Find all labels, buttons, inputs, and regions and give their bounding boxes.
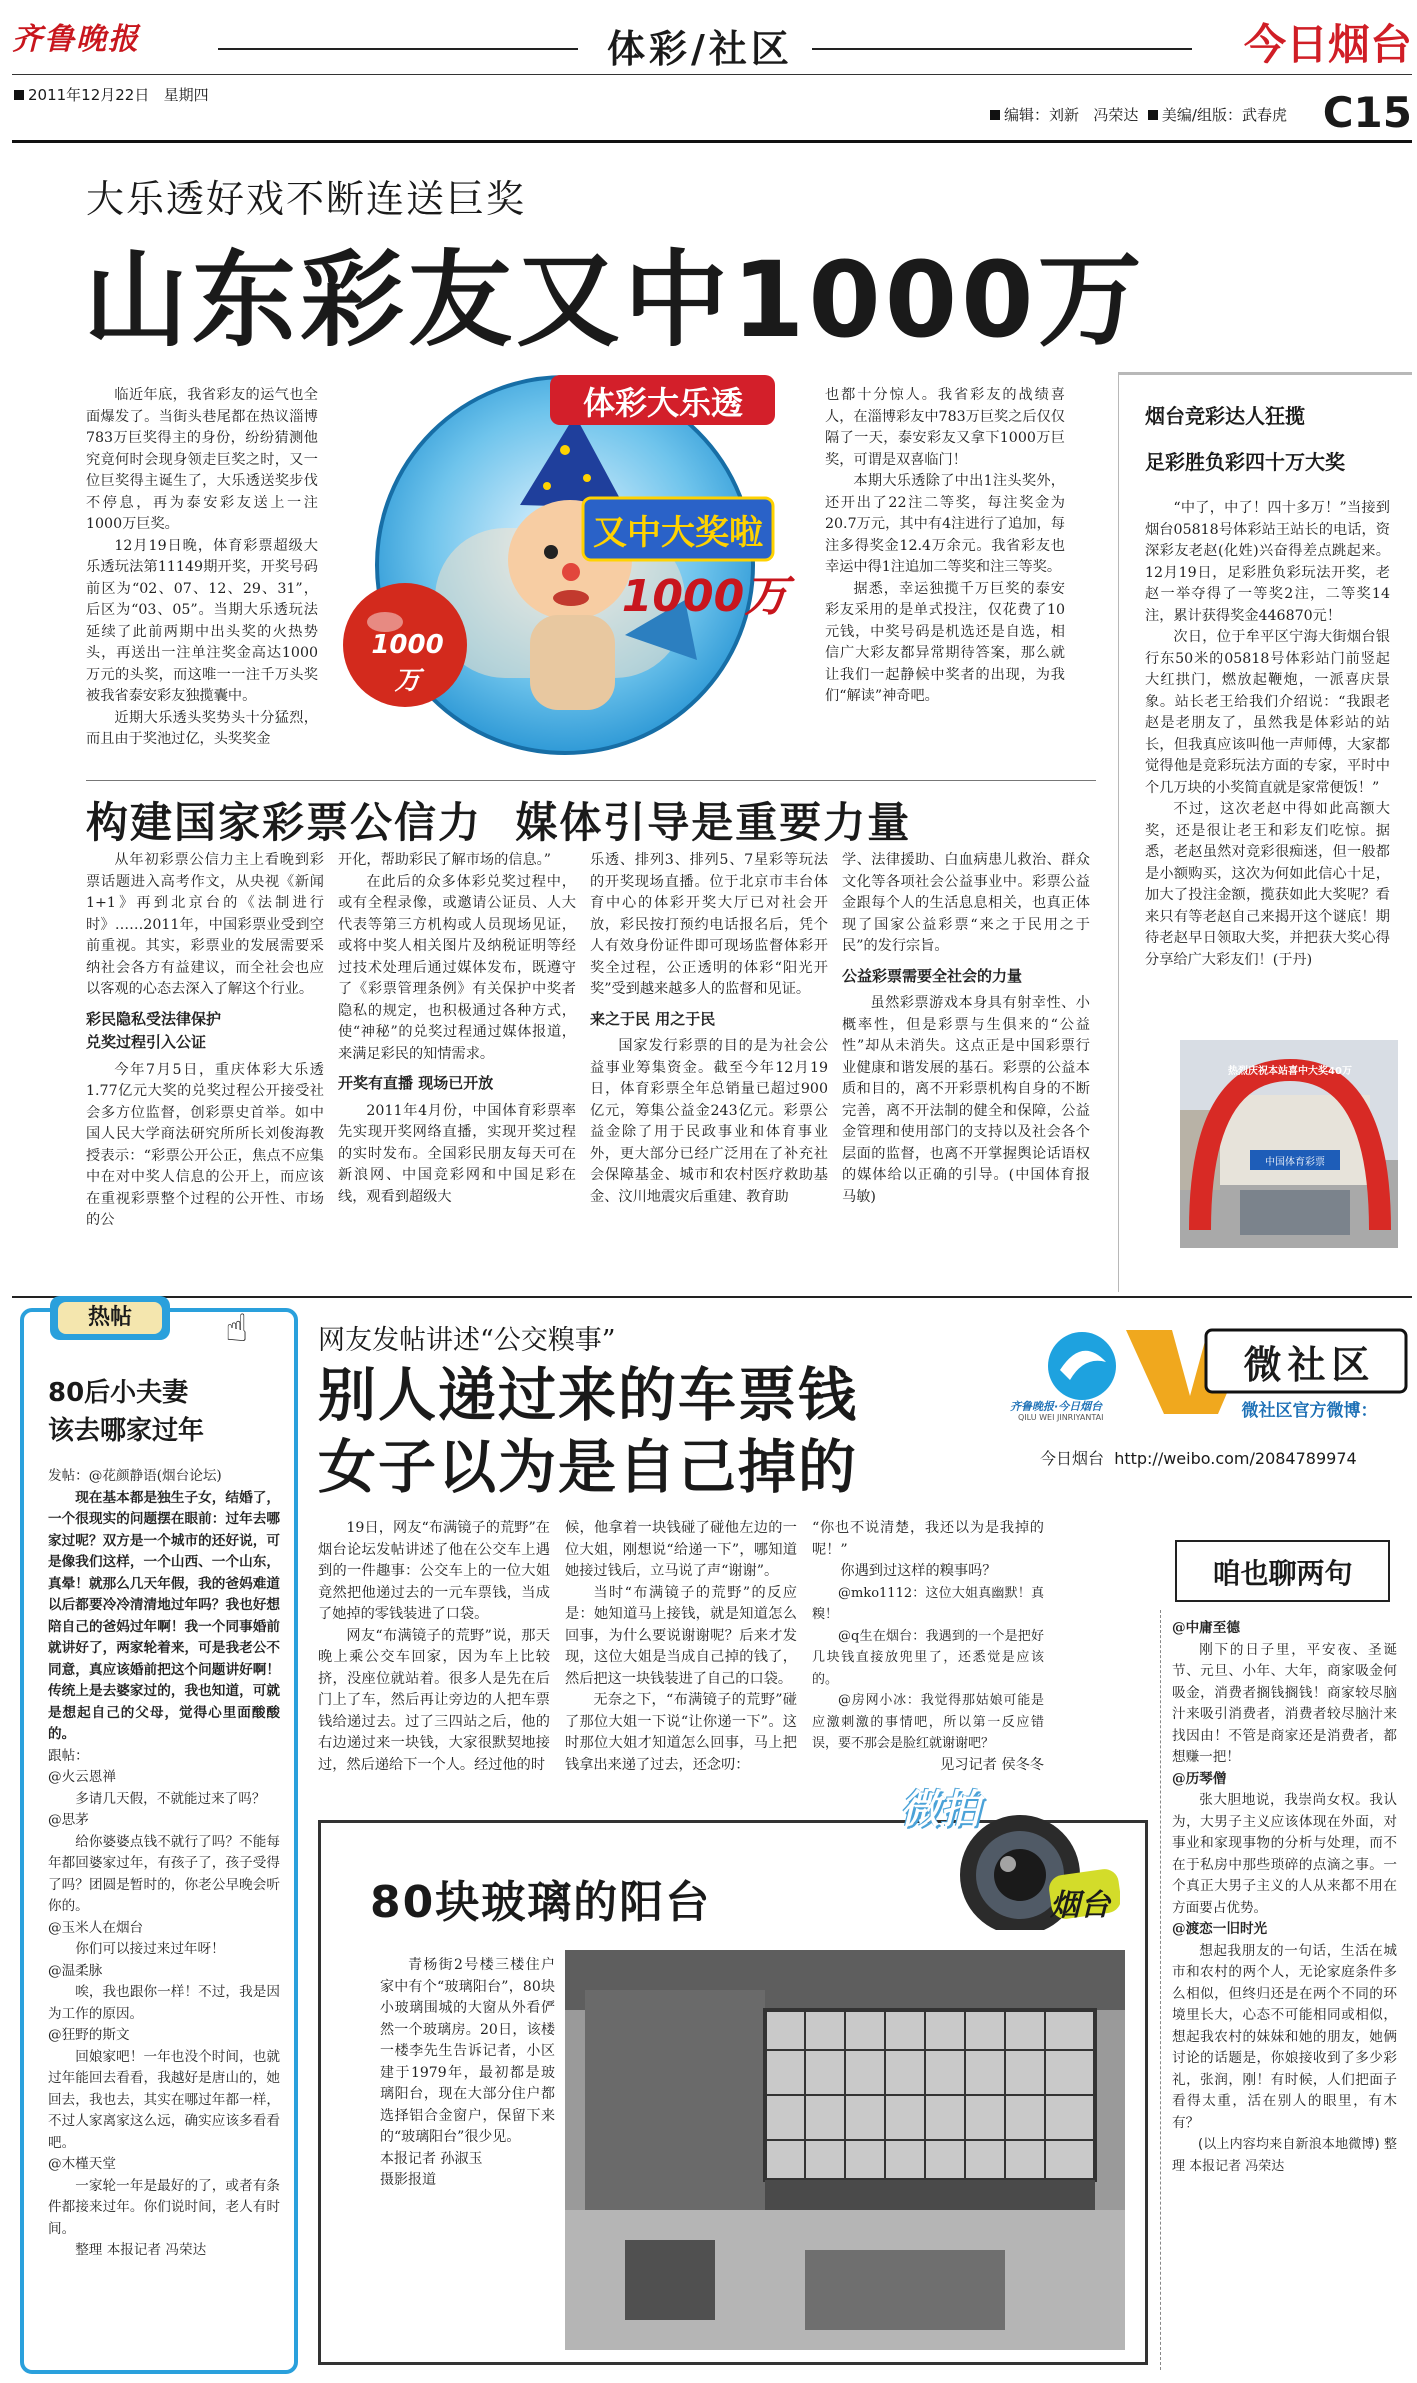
article2-paragraph: 今年7月5日，重庆体彩大乐透1.77亿元大奖的兑奖过程公开接受社会多方位监督，创彩票史首举。如中国人民大学商法研究所所长刘俊海教授表示：“彩票公开公正，焦点不应集中在对中奖人信息的公开上，而应该在重视彩票整个过程的公开性、市场的公 [86,1061,324,1228]
date-marker-icon [14,90,24,100]
balcony-photo-art [565,1950,1125,2350]
bus-byline: 见习记者 侯冬冬 [940,1756,1044,1773]
article2-headline: 构建国家彩票公信力 媒体引导是重要力量 [86,798,912,847]
weibo-title: 微社区 [1243,1342,1376,1387]
badge-amount-label: 1000万 [621,571,789,622]
hot-post-tag-label: 热帖 [58,1302,162,1334]
hot-post-line: @狂野的斯文 [48,2027,130,2043]
article2-paragraph: 国家发行彩票的目的是为社会公益事业筹集资金。截至今年12月19日，体育彩票全年总销量已超过900亿元，筹集公益金243亿元。彩票公益金除了用于民政事业和体育事业外，更大部分已经广泛用在了补充社会保障基金、城市和农村医疗救助基金、汶川地震灾后重建、教育助 [590,1038,828,1205]
weibo-org-name: 齐鲁晚报·今日烟台 [1010,1400,1103,1413]
bus-comment: @q生在烟台：我遇到的一个是把好几块钱直接放兜里了，还悉觉是应该的。 [812,1628,1044,1687]
editor-credits [990,104,1287,125]
sidebar-body [1145,498,1390,971]
bus-paragraph: “你也不说清楚，我还以为是我掉的呢！” [812,1520,1044,1558]
bus-headline-2: 女子以为是自己掉的 [318,1433,859,1501]
lead-kicker: 大乐透好戏不断连送巨奖 [86,177,527,221]
header-rule-right [812,48,1192,50]
photo-title: 80块玻璃的阳台 [370,1877,712,1928]
masthead-bottom-rule [12,140,1412,143]
editor-marker-icon [990,110,1000,120]
article2-column-2 [338,850,576,1208]
lead-paragraph: 也都十分惊人。我省彩友的战绩喜人，在淄博彩友中783万巨奖之后仅仅隔了一天，泰安彩友又拿下1000万巨奖，可谓是双喜临门！ [825,387,1065,468]
photo-caption-text: 青杨街2号楼三楼住户家中有个“玻璃阳台”，80块小玻璃围城的大窗从外看俨然一个玻璃房。20日，该楼一楼李先生告诉记者，小区建于1979年，最初都是玻璃阳台，现在大部分住户都选择铝合金窗户，保留下来的“玻璃阳台”很少见。 [380,1957,555,2145]
bus-kicker: 网友发帖讲述“公交糗事” [318,1325,616,1356]
weibo-org-en: QILU WEI JINRIYANTAI [1018,1413,1104,1422]
weibo-subtitle: 微社区官方微博： [1241,1401,1378,1421]
issue-weekday: 星期四 [163,86,209,104]
photo-byline-1: 本报记者 孙淑玉 [380,2150,483,2167]
weibo-link-line [1040,1446,1357,1469]
chat-credit: (以上内容均来自新浪本地微博) 整理 本报记者 冯荣达 [1172,2137,1397,2174]
ball-amount-label: 1000万 [371,630,444,696]
edition-title: 今日烟台 [1243,20,1412,69]
balcony-photo [565,1950,1125,2350]
sidebar-paragraph: “中了，中了！四十多万！”当接到烟台05818号体彩站王站长的电话，资深彩友老赵(化姓)兴奋得差点跳起来。12月19日，足彩胜负彩玩法开奖，老赵一举夺得了一等奖2注，二等奖14注，累计获得奖金446870元！ [1145,500,1390,624]
camera-badge-label-2: 烟台 [1050,1888,1110,1923]
hot-post-line: 唉，我也跟你一样！不过，我是因为工作的原因。 [48,1984,280,2022]
photo-arch-banner: 热烈庆祝本站喜中大奖40万 [1228,1066,1352,1077]
lead-paragraph: 临近年底，我省彩友的运气也全面爆发了。当街头巷尾都在热议淄博783万巨奖得主的身份，纷纷猜测他究竟何时会现身领走巨奖之时，又一位巨奖得主诞生了，大乐透送奖步伐不停息，再为泰安彩友送上一注1000万巨奖。 [86,387,318,532]
article2-subhead: 彩民隐私受法律保护 [86,1009,222,1028]
article2-paragraph: 学、法律援助、白血病患儿救治、群众文化等各项社会公益事业中。彩票公益金跟每个人的生活息息相关，也真正体现了国家公益彩票“来之于民用之于民”的发行宗旨。 [842,852,1090,954]
paper-logo: 齐鲁晚报 [12,22,140,57]
bus-paragraph: 当时“布满镜子的荒野”的反应是：她知道马上接钱，就是知道怎么回事，为什么要说谢谢呢？后来才发现，这位大姐是当成自己掉的钱了，然后把这一块钱装进了自己的口袋。 [565,1584,797,1687]
sidebar-photo [1180,1040,1398,1248]
chat-title: 咱也聊两句 [1212,1557,1353,1590]
sidebar-title-1: 烟台竞彩达人狂揽 [1145,404,1305,428]
hot-post-line: 整理 本报记者 冯荣达 [75,2242,207,2258]
article2-paragraph: 乐透、排列3、排列5、7星彩等玩法的开奖现场直播。位于北京市丰台体育中心的体彩开奖大厅已对社会开放，彩民按打预约电话报名后，凭个人有效身份证件即可现场监督体彩开奖全过程，公正透明的体彩“阳光开奖”受到越来越多人的监督和见证。 [590,852,828,997]
photo-caption [380,1955,555,2192]
bus-paragraph: 候，他拿着一块钱碰了碰他左边的一位大姐，刚想说“给递一下”，哪知道她接过钱后，立马说了声“谢谢”。 [565,1520,797,1579]
badge-top-label: 体彩大乐透 [582,384,743,422]
hot-post-title-2: 该去哪家过年 [48,1416,205,1446]
bus-paragraph: 19日，网友“布满镜子的荒野”在烟台论坛发帖讲述了他在公交车上遇到的一件趣事：公交车上的一位大姐竟然把他递过去的一元车票钱，当成了她掉的零钱装进了口袋。 [318,1520,550,1622]
hot-post-line: 回娘家吧！一年也没个时间，也就过年能回去看看，我越好是唐山的，她回去，我也去，其实在哪过年都一样，不过人家离家这么远，确实应该多看看吧。 [48,2048,280,2151]
chat-user: @渡恋一旧时光 [1172,1921,1268,1937]
hot-post-title-1: 80后小夫妻 [48,1378,189,1408]
bus-paragraph: 你遇到过这样的糗事吗？ [840,1563,997,1579]
photo-byline-2: 摄影报道 [380,2172,436,2188]
hot-post-line: 你们可以接过来过年呀！ [75,1941,225,1957]
sidebar-paragraph: 不过，这次老赵中得如此高额大奖，还是很让老王和彩友们吃惊。据悉，老赵虽然对竞彩很痴迷，但一般都是小额购买，这次为何如此信心十足，加大了投注金额，揽获如此大奖呢？看来只有等老赵自己来揭开这个谜底！期待老赵早日领取大奖，并把获大奖心得分享给广大彩友们！(于丹) [1145,801,1390,968]
header-rule-left [218,48,578,50]
article2-subhead: 兑奖过程引入公证 [86,1033,207,1051]
designer-marker-icon [1148,110,1158,120]
hand-cursor-icon: ☝ [225,1306,249,1350]
bus-paragraph: 网友“布满镜子的荒野”说，那天晚上乘公交车回家，因为车上比较挤，没座位就站着。很多人是先在后门上了车，然后再让旁边的人把车票钱给递过去。过了三四站之后，他的右边递过来一块钱，大家很默契地接过，然后递给下一个人。经过他的时 [318,1627,550,1773]
hot-post-line: @温柔脉 [48,1962,103,1979]
sidebar-title-2: 足彩胜负彩四十万大奖 [1145,450,1345,474]
bus-column-1 [318,1518,550,1776]
chat-user: @历琴僧 [1172,1770,1227,1787]
hot-post-line: 一家轮一年是最好的了，或者有条件都接来过年。你们说时间，老人有时间。 [48,2177,280,2237]
bus-comment: @房网小冰：我觉得那姑娘可能是应激刺激的事情吧，所以第一反应错误，要不那会是脸红就谢谢吧？ [812,1693,1044,1751]
article2-paragraph: 虽然彩票游戏本身具有射幸性、小概率性，但是彩票与生俱来的“公益性”却从未消失。这点正是中国彩票行业健康和谐发展的基石。彩票的公益本质和目的，离不开彩票机构自身的不断完善，离不开法制的健全和保障，公益金管理和使用部门的支持以及社会各个层面的监督，也离不开掌握舆论话语权的媒体给以正确的引导。(中国体育报 马敏) [842,995,1090,1205]
hot-post-line: @思茅 [48,1812,89,1828]
badge-banner-label: 又中大奖啦 [593,513,763,553]
sidebar-paragraph: 次日，位于牟平区宁海大街烟台银行东50米的05818号体彩站门前竖起大红拱门，燃放起鞭炮，一派喜庆景象。站长老王给我们介绍说：“我跟老赵是老朋友了，虽然我是体彩站的站长，但我真应该叫他一声师傅，大家都觉得他是竞彩玩法方面的专家，平时中个几万块的小奖简直就是家常便饭！” [1145,629,1390,796]
hot-post-line: 多请几天假，不就能过来了吗？ [75,1790,266,1807]
upper-lower-divider [12,1296,1412,1298]
article2-column-1 [86,850,324,1232]
editor-name: 编辑：刘新 [1004,106,1080,124]
bus-headline-1: 别人递过来的车票钱 [318,1361,859,1429]
lead-column-1 [86,385,318,751]
page-number: C15 [1322,88,1412,137]
section-title: 体彩/社区 [607,27,793,71]
hot-post-line: @木槿天堂 [48,2156,116,2172]
article2-column-4 [842,850,1090,1208]
chat-user: @中庸至德 [1172,1620,1240,1636]
photo-shop-sign: 中国体育彩票 [1265,1157,1325,1168]
bus-comment: @mko1112：这位大姐真幽默！真糗！ [812,1585,1044,1622]
bus-column-2 [565,1518,797,1776]
chat-line: 刚下的日子里，平安夜、圣诞节、元旦、小年、大年，商家吸金何吸金，消费者搁钱搁钱！商家较尽脑汁来吸引消费者，消费者较尽脑汁来找因由！不管是商家还是消费者，都想赚一把！ [1172,1641,1397,1765]
masthead-thin-rule [12,74,1412,75]
hot-post-line: 发帖：@花颜静语(烟台论坛) [48,1468,222,1484]
lead-paragraph: 12月19日晚，体育彩票超级大乐透玩法第11149期开奖，开奖号码前区为“02、07、12、29、31”，后区为“03、05”。当期大乐透玩法延续了此前两期中出头奖的火热势头，再送出一注单注奖金高达1000万元的头奖，而这唯一一注千万头奖被我省泰安彩友独揽囊中。 [86,537,318,704]
article2-subhead: 来之于民 用之于民 [590,1009,716,1028]
date-line [14,84,209,105]
chat-line: 想起我朋友的一句话，生活在城市和农村的两个人，无论家庭条件多么相似，但终归还是在两个不同的环境里长大，心态不可能相同或相似，想起我农村的妹妹和她的朋友，她俩讨论的话题是，你娘接收到了多少彩礼，张润，刚！有时候，人们把面子看得太重，活在别人的眼里，有木有？ [1172,1942,1397,2131]
designer-name: 美编/组版：武春虎 [1161,106,1287,124]
bus-paragraph: 无奈之下，“布满镜子的荒野”碰了那位大姐一下说“让你递一下”。这时那位大姐才知道怎么回事，马上把钱拿出来递了过去，还念叨： [565,1692,797,1773]
lead-headline: 山东彩友又中1000万 [84,239,1146,361]
hot-post-body [48,1466,280,2262]
hot-post-line: 现在基本都是独生子女，结婚了，一个很现实的问题摆在眼前：过年去哪家过呢？双方是一个城市的还好说，可是像我们这样，一个山西、一个山东，真晕！就那么几天年假，我的爸妈难道以后都要冷冷清清地过年吗？我也好想陪自己的爸妈过年啊！我一个同事婚前就讲好了，两家轮着来，可是我老公不同意，真应该婚前把这个问题讲好啊！传统上是去婆家过的，我也知道，可就是想起自己的父母，觉得心里面酸酸的。 [48,1489,280,1742]
chat-body [1172,1618,1397,2177]
chat-line: 张大胆地说，我崇尚女权。我认为，大男子主义应该体现在外面，对事业和家现事物的分析与处理，而不在于私房中那些琐碎的点滴之事。一个真正大男子主义的人从来都不用在方面要占优势。 [1172,1792,1397,1916]
lead-paragraph: 据悉，幸运独揽千万巨奖的泰安彩友采用的是单式投注，仅花费了10元钱，中奖号码是机选还是自选，相信广大彩友都异常期待答案，那么就让我们一起静候中奖者的出现，为我们“解读”神奇吧。 [825,580,1065,704]
article2-paragraph: 从年初彩票公信力主上看晚到彩票话题进入高考作文，从央视《新闻1+1》再到北京台的《法制进行时》……2011年，中国彩票业受到空前重视。其实，彩票业的发展需要采纳社会各方有益建议，而全社会也应以客观的心态去深入了解这个行业。 [86,852,324,997]
hot-post-line: @玉米人在烟台 [48,1919,144,1936]
article2-paragraph: 在此后的众多体彩兑奖过程中，或有全程录像，或邀请公证员、人大代表等第三方机构或人员现场见证，或将中奖人相关图片及纳税证明等经过技术处理后通过媒体发布，既遵守了《彩票管理条例》有关保护中奖者隐私的规定，也积极通过各种方式，使“神秘”的兑奖过程通过媒体报道，来满足彩民的知情需求。 [338,873,576,1062]
article2-top-rule [86,780,1096,781]
hot-post-line: 跟帖： [48,1747,89,1764]
article2-paragraph: 2011年4月份，中国体育彩票率先实现开奖网络直播，实现开奖过程的实时发布。全国彩民朋友每天可在新浪网、中国竞彩网和中国足彩在线，观看到超级大 [338,1102,576,1205]
article2-subhead: 开奖有直播 现场已开放 [338,1074,494,1092]
lead-paragraph: 本期大乐透除了中出1注头奖外，还开出了22注二等奖，每注奖金为20.7万元，其中有4注进行了追加，每注多得奖金12.4万余元。我省彩友也幸运中得1注追加二等奖和注三等奖。 [825,473,1065,575]
article2-column-3 [590,850,828,1208]
hot-post-line: 给你婆婆点钱不就行了吗？不能每年都回婆家过年，有孩子了，孩子受得了吗？团圆是暂时的，你老公早晚会听你的。 [48,1833,280,1914]
article2-paragraph: 开化，帮助彩民了解市场的信息。” [338,852,551,868]
lead-paragraph: 近期大乐透头奖势头十分猛烈，而且由于奖池过亿，头奖奖金 [86,709,318,747]
lead-column-2 [825,385,1065,708]
hot-post-line: @火云恩禅 [48,1769,116,1785]
chat-column-rule [1160,1610,1161,2370]
bus-column-3 [812,1518,1044,1776]
weibo-url-link[interactable]: http://weibo.com/2084789974 [1114,1449,1357,1468]
editor-name-2: 冯荣达 [1093,106,1139,124]
issue-date: 2011年12月22日 [28,86,150,104]
camera-badge-label-1: 微拍 [900,1787,980,1833]
weibo-edition: 今日烟台 [1040,1449,1105,1468]
article2-subhead: 公益彩票需要全社会的力量 [842,966,1023,985]
